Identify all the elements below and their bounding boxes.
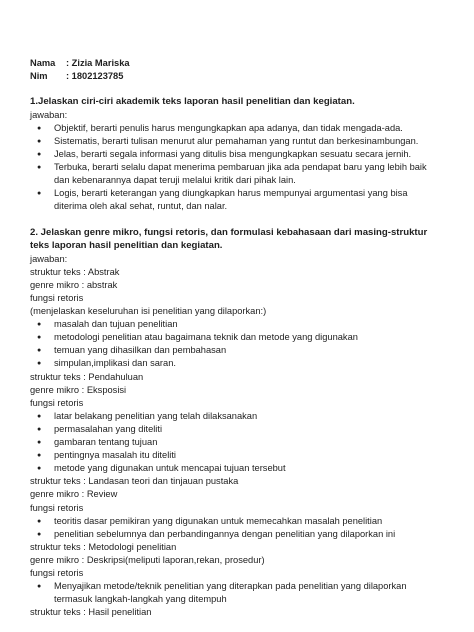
pendahuluan-bullet-list	[30, 410, 444, 475]
genre-landasan-teori: genre mikro : Review	[30, 489, 118, 500]
name-value: : Zizia Mariska	[66, 58, 130, 68]
fungsi-abstrak: fungsi retoris	[30, 293, 84, 303]
list-item: ● Terbuka, berarti selalu dapat menerima pembaruan jika ada pendapat baru yang lebih baik dan kebenarannya dapat teruji melalui kritik dari pihak lain.	[30, 161, 444, 187]
landasan-bullet-list	[30, 515, 444, 541]
spacer	[30, 214, 444, 226]
list-item: ● masalah dan tujuan penelitian	[30, 318, 444, 331]
answer-label-2: jawaban:	[30, 253, 68, 264]
fungsi-metodologi: fungsi retoris	[30, 567, 84, 578]
abstrak-bullet-list	[30, 318, 444, 370]
list-item: ● latar belakang penelitian yang telah dilaksanakan	[30, 410, 444, 423]
spacer	[30, 83, 444, 95]
struktur-landasan-teori: struktur teks : Landasan teori dan tinjauan pustaka	[30, 476, 239, 487]
list-item: ● metodologi penelitian atau bagaimana teknik dan metode yang digunakan	[30, 331, 444, 344]
list-item: ● gambaran tentang tujuan	[30, 436, 444, 449]
note-abstrak: (menjelaskan keseluruhan isi penelitian yang dilaporkan:)	[30, 306, 267, 317]
struktur-hasil-penelitian: struktur teks : Hasil penelitian	[30, 607, 152, 618]
list-item: ● Sistematis, berarti tulisan menurut alur pemahaman yang runtut dan berkesinambungan.	[30, 135, 444, 148]
list-item: ● Logis, berarti keterangan yang diungkapkan harus mempunyai argumentasi yang bisa diterima oleh akal sehat, runtut, dan nalar.	[30, 187, 444, 213]
nim-line	[30, 70, 444, 83]
genre-abstrak: genre mikro : abstrak	[30, 279, 118, 290]
struktur-abstrak: struktur teks : Abstrak	[30, 266, 120, 277]
genre-metodologi: genre mikro : Deskripsi(meliputi laporan,rekan, prosedur)	[30, 554, 265, 565]
question-2: 2. Jelaskan genre mikro, fungsi retoris, dan formulasi kebahasaan dari masing-struktur teks laporan hasil penelitian dan kegiatan.	[30, 226, 428, 252]
genre-pendahuluan: genre mikro : Eksposisi	[30, 384, 127, 395]
list-item: ● simpulan,implikasi dan saran.	[30, 357, 444, 370]
list-item: ● pentingnya masalah itu diteliti	[30, 449, 444, 462]
name-line	[30, 57, 444, 70]
nim-value: : 1802123785	[66, 71, 124, 82]
list-item: ● teoritis dasar pemikiran yang digunakan untuk memecahkan masalah penelitian	[30, 515, 444, 528]
nim-label: Nim	[30, 71, 48, 82]
metodologi-bullet-list	[30, 580, 444, 606]
q1-bullet-list	[30, 122, 444, 214]
answer-label-1: jawaban:	[30, 109, 68, 120]
struktur-pendahuluan: struktur teks : Pendahuluan	[30, 371, 144, 382]
name-label: Nama	[30, 58, 56, 68]
fungsi-pendahuluan: fungsi retoris	[30, 397, 84, 408]
list-item: ● temuan yang dihasilkan dan pembahasan	[30, 344, 444, 357]
list-item: ● Jelas, berarti segala informasi yang ditulis bisa mengungkapkan sesuatu secara jernih.	[30, 148, 444, 161]
list-item: ● permasalahan yang diteliti	[30, 423, 444, 436]
question-1: 1.Jelaskan ciri-ciri akademik teks laporan hasil penelitian dan kegiatan.	[30, 96, 355, 108]
list-item: ● penelitian sebelumnya dan perbandingannya dengan penelitian yang dilaporkan ini	[30, 528, 444, 541]
list-item: ● metode yang digunakan untuk mencapai tujuan tersebut	[30, 462, 444, 475]
list-item: ● Objektif, berarti penulis harus mengungkapkan apa adanya, dan tidak mengada-ada.	[30, 122, 444, 135]
list-item: ● Menyajikan metode/teknik penelitian yang diterapkan pada penelitian yang dilaporkan termasuk langkah-langkah yang ditempuh	[30, 580, 444, 606]
fungsi-landasan-teori: fungsi retoris	[30, 502, 84, 513]
struktur-metodologi: struktur teks : Metodologi penelitian	[30, 541, 177, 552]
